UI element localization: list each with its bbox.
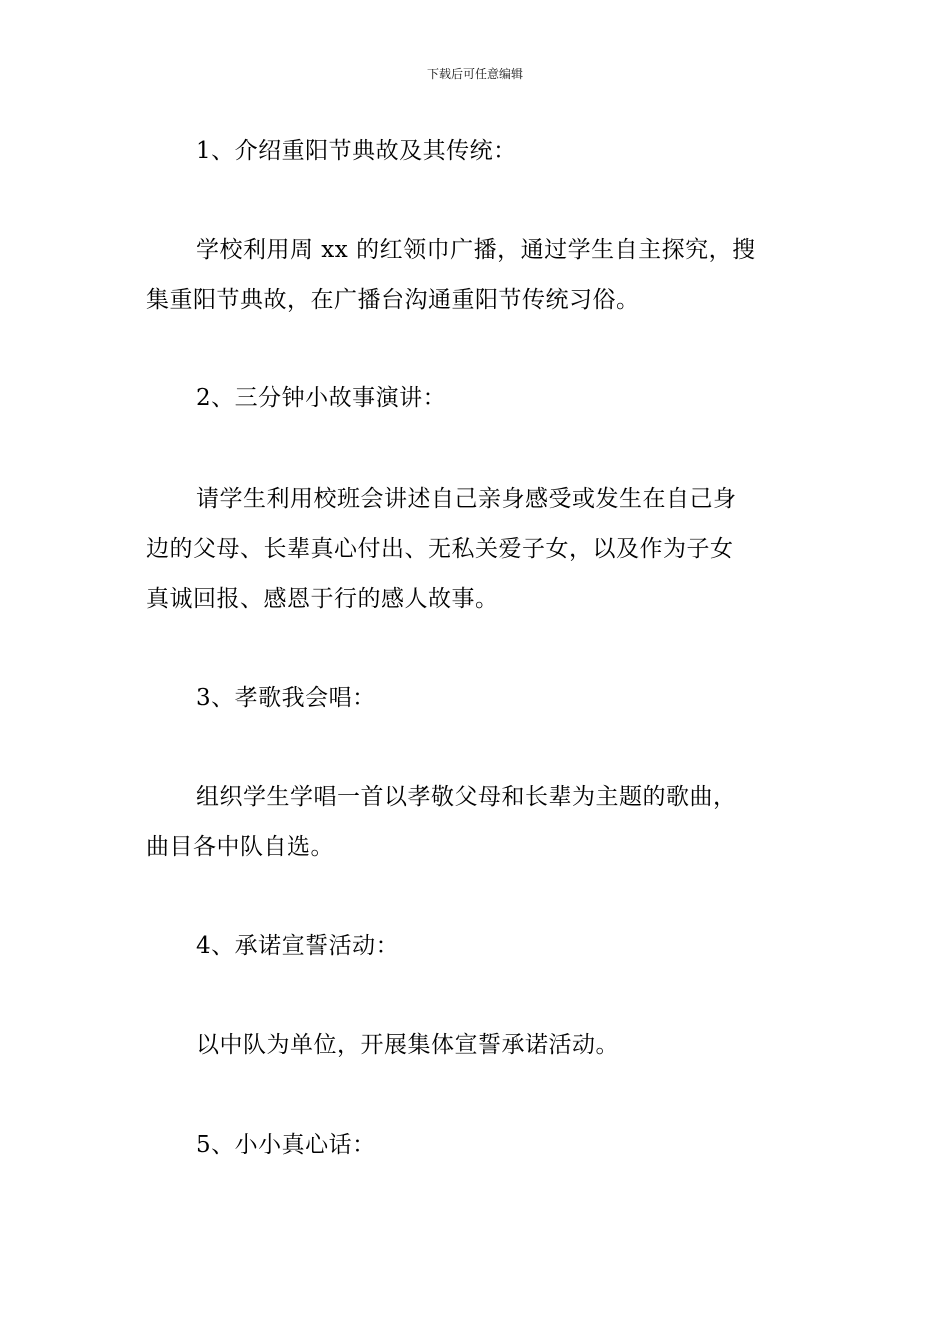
section-heading-2: 2、三分钟小故事演讲： — [196, 385, 447, 411]
paragraph-line: 边的父母、长辈真心付出、无私关爱子女，以及作为子女 — [146, 536, 734, 562]
paragraph-line: 曲目各中队自选。 — [146, 834, 334, 860]
paragraph-line: 真诚回报、感恩于行的感人故事。 — [146, 586, 499, 612]
section-heading-1: 1、介绍重阳节典故及其传统： — [196, 138, 517, 164]
paragraph-line: 集重阳节典故，在广播台沟通重阳节传统习俗。 — [146, 287, 640, 313]
page-header: 下载后可任意编辑 — [426, 67, 523, 81]
section-heading-4: 4、承诺宣誓活动： — [196, 933, 400, 959]
paragraph-line: 以中队为单位，开展集体宣誓承诺活动。 — [196, 1032, 619, 1058]
section-heading-5: 5、小小真心话： — [196, 1132, 376, 1158]
paragraph-line: 学校利用周 xx 的红领巾广播，通过学生自主探究，搜 — [196, 237, 756, 263]
paragraph-line: 组织学生学唱一首以孝敬父母和长辈为主题的歌曲， — [196, 784, 737, 810]
paragraph-line: 请学生利用校班会讲述自己亲身感受或发生在自己身 — [196, 486, 737, 512]
section-heading-3: 3、孝歌我会唱： — [196, 685, 376, 711]
